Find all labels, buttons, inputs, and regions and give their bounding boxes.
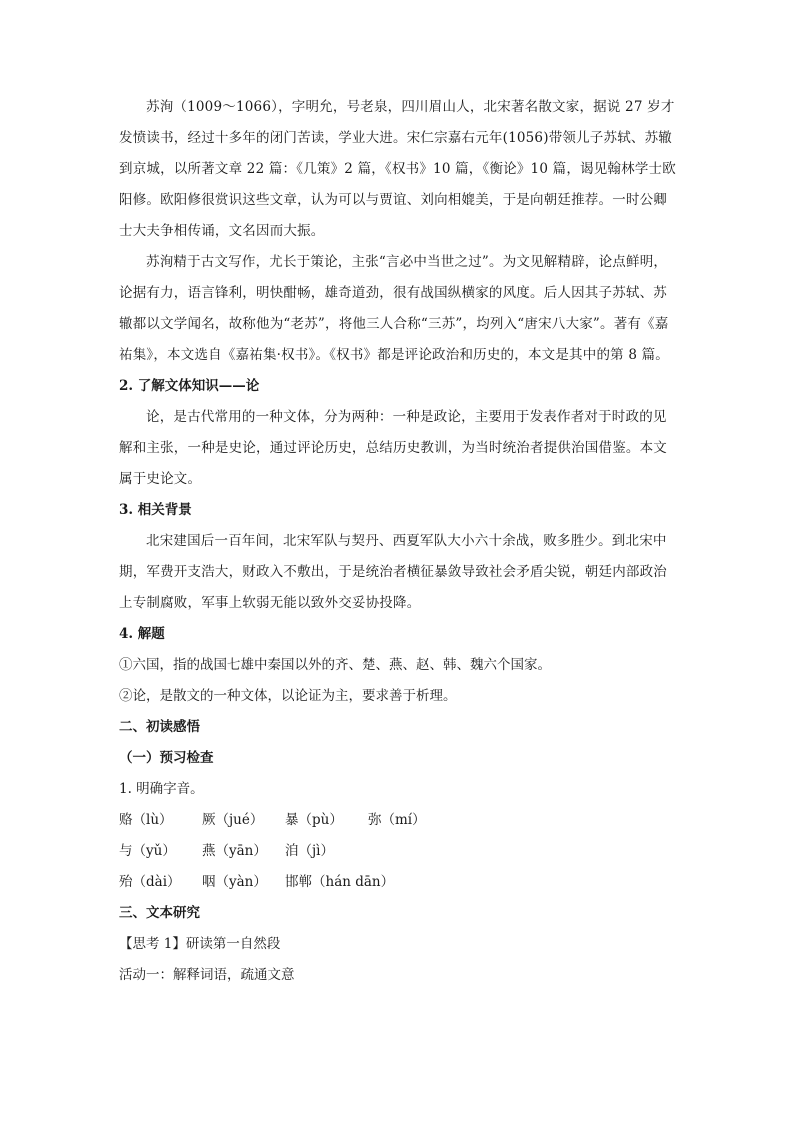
part-3-heading: 三、文本研究 <box>119 905 200 921</box>
vocab-row-2 <box>119 836 679 867</box>
vocab-row-3 <box>119 867 679 898</box>
section-3-heading: 3. 相关背景 <box>119 502 192 518</box>
section-4-heading: 4. 解题 <box>119 626 165 642</box>
think-1-tag: 【思考 1】 <box>119 936 186 952</box>
vocab-item: 洎（jì） <box>285 843 335 859</box>
intro-paragraph-2: 苏洵精于古文写作，尤长于策论，主张“言必中当世之过”。为文见解精辟，论点鲜明，论据有力，语言锋利，明快酣畅，雄奇道劲，很有战国纵横家的风度。后人因其子苏轼、苏辙都以文学闻名，故称他为“老苏”，将他三人合称“三苏”，均列入“唐宋八大家”。著有《嘉祐集》，本文选自《嘉祐集·权书》。《权书》都是评论政治和历史的，本文是其中的第 8 篇。 <box>119 254 670 363</box>
part-2-task: 1. 明确字音。 <box>119 781 204 797</box>
vocab-row-1 <box>119 805 679 836</box>
vocab-item: 燕（yān） <box>202 843 267 859</box>
think-1-line <box>119 929 679 960</box>
activity-1: 活动一：解释词语，疏通文意 <box>119 967 295 983</box>
vocab-item: 弥（mí） <box>368 812 426 828</box>
think-1-text: 研读第一自然段 <box>185 936 281 952</box>
vocab-item: 与（yǔ） <box>119 843 176 859</box>
vocab-item: 暴（pù） <box>285 812 343 828</box>
part-2-subheading: （一）预习检查 <box>119 750 214 766</box>
vocab-item: 厥（jué） <box>202 812 264 828</box>
intro-paragraph-1: 苏洵（1009～1066），字明允，号老泉，四川眉山人，北宋著名散文家，据说 27 岁才发愤读书，经过十多年的闭门苦读，学业大进。宋仁宗嘉右元年(1056)带领儿子苏轼、苏辙到京城，以所著文章 22 篇：《几策》2 篇，《权书》10 篇，《衡论》10 篇，谒见翰林学士欧阳修。欧阳修很赏识这些文章，认为可以与贾谊、刘向相媲美，于是向朝廷推荐。一时公卿士大夫争相传诵，文名因而大振。 <box>119 99 676 239</box>
vocab-item: 邯郸（hán dān） <box>285 874 395 890</box>
vocab-item: 赂（lù） <box>119 812 173 828</box>
vocab-item: 殆（dài） <box>119 874 181 890</box>
section-2-text: 论，是古代常用的一种文体，分为两种：一种是政论，主要用于发表作者对于时政的见解和主张，一种是史论，通过评论历史，总结历史教训，为当时统治者提供治国借鉴。本文属于史论文。 <box>119 409 667 487</box>
document-page <box>119 92 679 991</box>
section-3-text: 北宋建国后一百年间，北宋军队与契丹、西夏军队大小六十余战，败多胜少。到北宋中期，军费开支浩大，财政入不敷出，于是统治者横征暴敛导致社会矛盾尖锐，朝廷内部政治上专制腐败，军事上软弱无能以致外交妥协投降。 <box>119 533 667 611</box>
part-2-heading: 二、初读感悟 <box>119 719 200 735</box>
section-4-item-1: ①六国，指的战国七雄中秦国以外的齐、楚、燕、赵、韩、魏六个国家。 <box>119 657 551 673</box>
section-2-heading: 2. 了解文体知识——论 <box>119 378 260 394</box>
section-4-item-2: ②论，是散文的一种文体，以论证为主，要求善于析理。 <box>119 688 457 704</box>
vocab-item: 咽（yàn） <box>202 874 267 890</box>
